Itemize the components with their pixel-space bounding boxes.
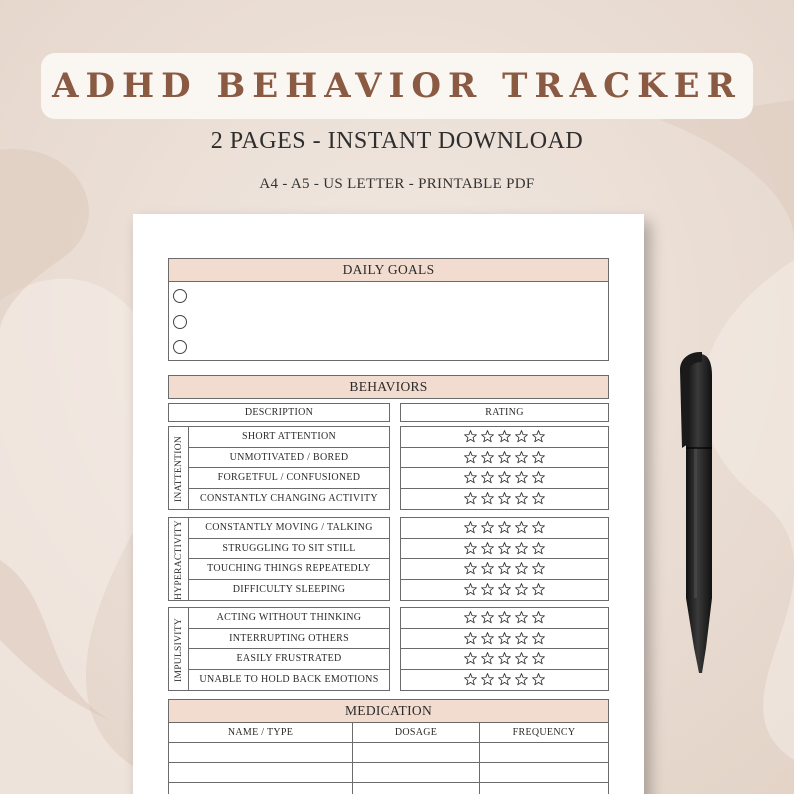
behavior-group-hyperactivity <box>168 517 609 601</box>
star-outline-icon[interactable] <box>463 631 478 646</box>
star-rating[interactable] <box>463 429 546 444</box>
star-outline-icon[interactable] <box>514 631 529 646</box>
behavior-row <box>189 448 389 469</box>
description-list <box>188 607 390 691</box>
star-outline-icon[interactable] <box>514 561 529 576</box>
behavior-description: STRUGGLING TO SIT STILL <box>222 542 356 554</box>
behavior-row <box>189 489 389 510</box>
rating-row <box>401 539 608 560</box>
star-outline-icon[interactable] <box>480 610 495 625</box>
star-outline-icon[interactable] <box>497 491 512 506</box>
rating-row <box>401 427 608 448</box>
behavior-group-inattention <box>168 426 609 510</box>
behavior-description: EASILY FRUSTRATED <box>236 653 342 665</box>
star-outline-icon[interactable] <box>497 470 512 485</box>
rating-row <box>401 518 608 539</box>
star-outline-icon[interactable] <box>463 520 478 535</box>
behavior-row <box>189 539 389 560</box>
rating-row <box>401 559 608 580</box>
rating-column-header <box>400 403 609 422</box>
page-title: ADHD BEHAVIOR TRACKER <box>52 66 742 106</box>
behavior-description: CONSTANTLY MOVING / TALKING <box>205 522 373 534</box>
dosage-cell[interactable] <box>353 763 480 782</box>
star-outline-icon[interactable] <box>514 651 529 666</box>
star-outline-icon[interactable] <box>514 520 529 535</box>
behavior-row <box>189 670 389 691</box>
star-outline-icon[interactable] <box>531 491 546 506</box>
name-cell[interactable] <box>169 763 353 782</box>
star-outline-icon[interactable] <box>514 491 529 506</box>
star-outline-icon[interactable] <box>480 541 495 556</box>
star-outline-icon[interactable] <box>463 672 478 687</box>
star-rating[interactable] <box>463 631 546 646</box>
group-label: HYPERACTIVITY <box>174 520 184 600</box>
rating-row <box>401 468 608 489</box>
description-column-header <box>168 403 390 422</box>
column-header: NAME / TYPE <box>169 723 353 742</box>
behaviors-title: BEHAVIORS <box>349 379 428 394</box>
star-rating[interactable] <box>463 541 546 556</box>
subtitle: 2 PAGES - INSTANT DOWNLOAD <box>210 128 584 154</box>
medication-table <box>168 723 609 794</box>
star-rating[interactable] <box>463 672 546 687</box>
frequency-cell[interactable] <box>480 763 608 782</box>
rating-row <box>401 629 608 650</box>
behavior-description: ACTING WITHOUT THINKING <box>216 612 362 624</box>
goal-checkbox[interactable] <box>173 340 187 354</box>
star-outline-icon[interactable] <box>463 491 478 506</box>
behavior-description: TOUCHING THINGS REPEATEDLY <box>207 563 371 575</box>
star-outline-icon[interactable] <box>531 520 546 535</box>
star-outline-icon[interactable] <box>514 610 529 625</box>
behavior-group-impulsivity <box>168 607 609 691</box>
frequency-cell[interactable] <box>480 743 608 762</box>
group-label-box <box>168 517 189 601</box>
star-outline-icon[interactable] <box>463 610 478 625</box>
description-list <box>188 426 390 510</box>
name-cell[interactable] <box>169 783 353 794</box>
star-outline-icon[interactable] <box>497 651 512 666</box>
star-outline-icon[interactable] <box>463 470 478 485</box>
behavior-description: DIFFICULTY SLEEPING <box>232 584 346 596</box>
behavior-row <box>189 580 389 601</box>
star-outline-icon[interactable] <box>514 450 529 465</box>
dosage-cell[interactable] <box>353 783 480 794</box>
rating-list <box>400 426 609 510</box>
rating-row <box>401 489 608 510</box>
star-outline-icon[interactable] <box>514 429 529 444</box>
star-outline-icon[interactable] <box>463 561 478 576</box>
star-outline-icon[interactable] <box>497 582 512 597</box>
star-outline-icon[interactable] <box>514 672 529 687</box>
star-rating[interactable] <box>463 491 546 506</box>
description-header-label: DESCRIPTION <box>244 407 314 418</box>
star-rating[interactable] <box>463 520 546 535</box>
star-outline-icon[interactable] <box>480 582 495 597</box>
behavior-row <box>189 608 389 629</box>
rating-list <box>400 517 609 601</box>
goal-checkbox[interactable] <box>173 315 187 329</box>
rating-row <box>401 670 608 691</box>
star-outline-icon[interactable] <box>514 541 529 556</box>
medication-title: MEDICATION <box>345 703 432 718</box>
description-list <box>188 517 390 601</box>
group-label: INATTENTION <box>174 435 184 503</box>
medication-header-row <box>169 723 608 743</box>
star-rating[interactable] <box>463 582 546 597</box>
star-outline-icon[interactable] <box>463 429 478 444</box>
medication-row <box>169 763 608 783</box>
frequency-cell[interactable] <box>480 783 608 794</box>
behavior-description: UNABLE TO HOLD BACK EMOTIONS <box>199 674 379 686</box>
behavior-row <box>189 629 389 650</box>
behavior-description: INTERRUPTING OTHERS <box>229 632 349 644</box>
name-cell[interactable] <box>169 743 353 762</box>
pen-icon <box>672 348 722 678</box>
star-outline-icon[interactable] <box>480 561 495 576</box>
star-outline-icon[interactable] <box>480 631 495 646</box>
medication-row <box>169 743 608 763</box>
star-outline-icon[interactable] <box>480 470 495 485</box>
star-outline-icon[interactable] <box>480 429 495 444</box>
star-outline-icon[interactable] <box>480 672 495 687</box>
star-outline-icon[interactable] <box>480 450 495 465</box>
star-outline-icon[interactable] <box>480 520 495 535</box>
star-outline-icon[interactable] <box>480 491 495 506</box>
behavior-description: SHORT ATTENTION <box>242 431 336 443</box>
star-outline-icon[interactable] <box>531 541 546 556</box>
star-outline-icon[interactable] <box>514 582 529 597</box>
behavior-description: FORGETFUL / CONFUSIONED <box>217 472 361 484</box>
star-outline-icon[interactable] <box>497 450 512 465</box>
behavior-row <box>189 427 389 448</box>
behavior-row <box>189 518 389 539</box>
star-outline-icon[interactable] <box>531 450 546 465</box>
star-rating[interactable] <box>463 470 546 485</box>
medication-header <box>168 699 609 723</box>
star-outline-icon[interactable] <box>531 610 546 625</box>
star-outline-icon[interactable] <box>531 672 546 687</box>
rating-row <box>401 608 608 629</box>
group-label: IMPULSIVITY <box>174 618 184 682</box>
rating-row <box>401 580 608 601</box>
star-outline-icon[interactable] <box>531 470 546 485</box>
rating-list <box>400 607 609 691</box>
star-rating[interactable] <box>463 610 546 625</box>
star-outline-icon[interactable] <box>531 651 546 666</box>
star-outline-icon[interactable] <box>531 631 546 646</box>
star-rating[interactable] <box>463 651 546 666</box>
star-outline-icon[interactable] <box>497 520 512 535</box>
dosage-cell[interactable] <box>353 743 480 762</box>
star-outline-icon[interactable] <box>514 470 529 485</box>
goal-checkbox[interactable] <box>173 289 187 303</box>
star-outline-icon[interactable] <box>480 651 495 666</box>
star-outline-icon[interactable] <box>497 672 512 687</box>
medication-row <box>169 783 608 794</box>
behavior-row <box>189 559 389 580</box>
star-outline-icon[interactable] <box>497 610 512 625</box>
rating-row <box>401 649 608 670</box>
behavior-row <box>189 468 389 489</box>
tracker-sheet <box>133 214 644 794</box>
star-outline-icon[interactable] <box>497 561 512 576</box>
group-label-box <box>168 426 189 510</box>
behavior-description: CONSTANTLY CHANGING ACTIVITY <box>200 493 378 505</box>
rating-header-label: RATING <box>485 407 524 418</box>
star-outline-icon[interactable] <box>497 541 512 556</box>
star-outline-icon[interactable] <box>463 541 478 556</box>
star-outline-icon[interactable] <box>463 450 478 465</box>
title-banner <box>41 53 753 119</box>
star-rating[interactable] <box>463 561 546 576</box>
daily-goals-header <box>168 258 609 282</box>
daily-goals-title: DAILY GOALS <box>342 262 435 277</box>
star-outline-icon[interactable] <box>531 582 546 597</box>
daily-goals-box <box>168 282 609 361</box>
formats-line: A4 - A5 - US LETTER - PRINTABLE PDF <box>259 176 535 192</box>
star-outline-icon[interactable] <box>497 631 512 646</box>
star-outline-icon[interactable] <box>497 429 512 444</box>
star-outline-icon[interactable] <box>531 561 546 576</box>
star-outline-icon[interactable] <box>463 651 478 666</box>
column-header: DOSAGE <box>353 723 480 742</box>
rating-row <box>401 448 608 469</box>
behavior-row <box>189 649 389 670</box>
column-header: FREQUENCY <box>512 727 576 738</box>
star-rating[interactable] <box>463 450 546 465</box>
star-outline-icon[interactable] <box>463 582 478 597</box>
group-label-box <box>168 607 189 691</box>
behavior-description: UNMOTIVATED / BORED <box>229 451 349 463</box>
behaviors-header <box>168 375 609 399</box>
star-outline-icon[interactable] <box>531 429 546 444</box>
